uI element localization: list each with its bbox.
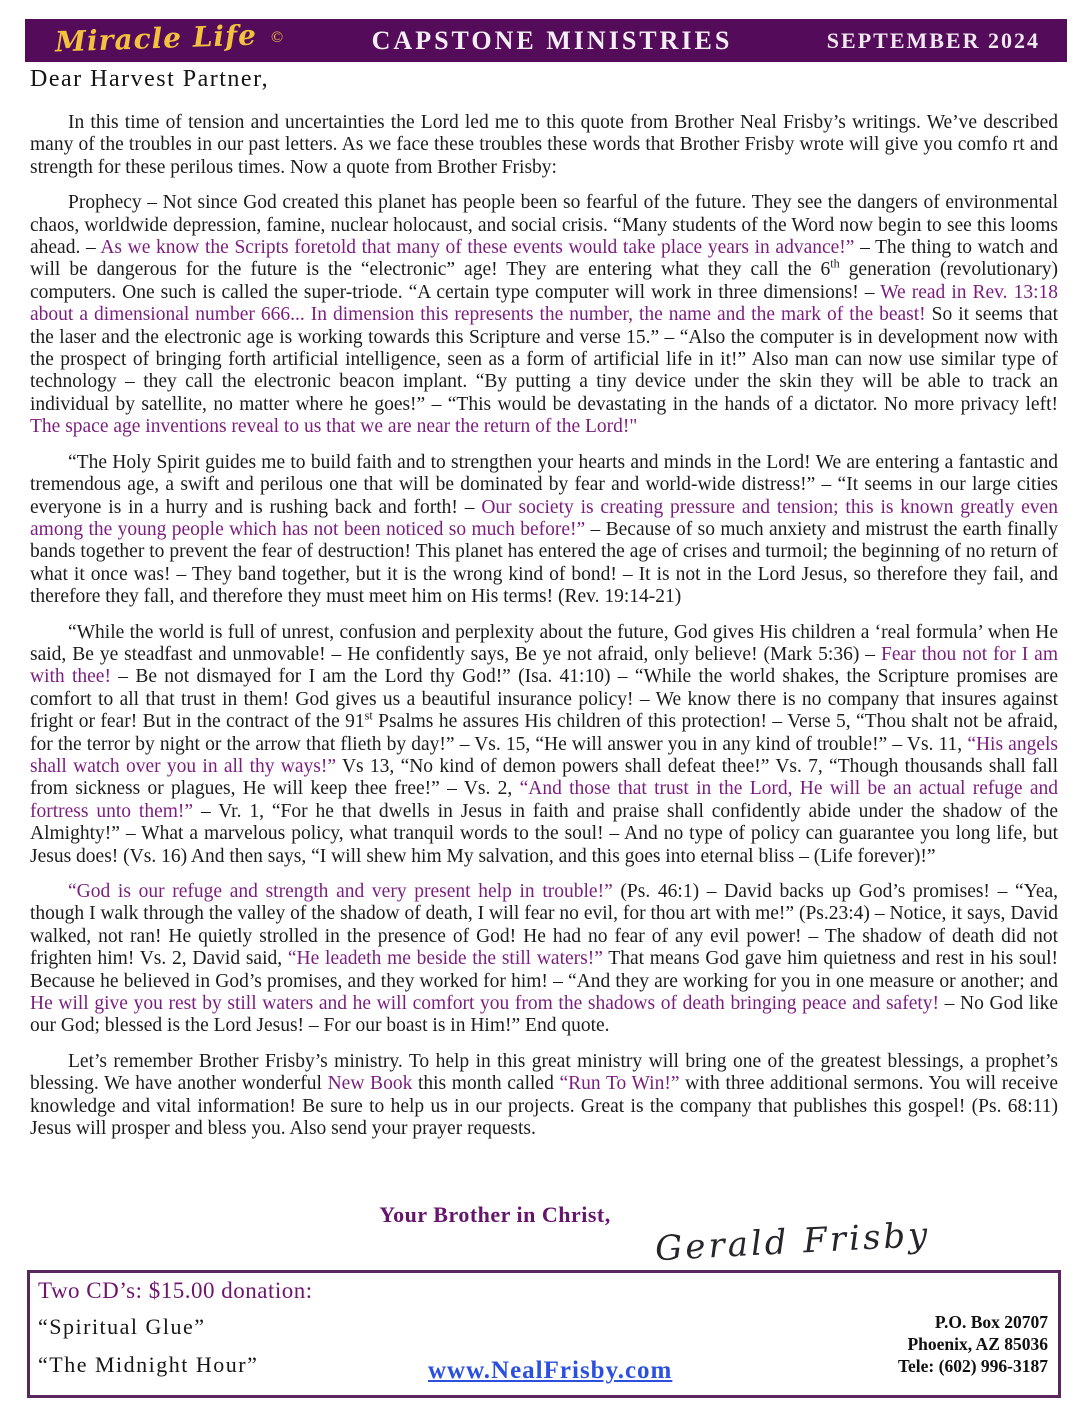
- ministry-logo-text: Miracle Life: [54, 18, 258, 59]
- letter-paragraph: “God is our refuge and strength and very present help in trouble!” (Ps. 46:1) – David backs up God’s promises! – “Yea, though I walk through the valley of the shadow of death, I will fear no evil, for thou art with me!” (Ps.23:4) – Notice, it says, David walked, not ran! He quietly strolled in the presence of God! He had no fear of any evil power! – The shadow of death did not frighten him! Vs. 2, David said, “He leadeth me beside the still waters!” That means God gave him quietness and rest in his soul! Because he believed in God’s promises, and they worked for him! – “And they are working for you in one measure or another; and He will give you rest by still waters and he will comfort you from the shadows of death bringing peace and safety! – No God like our God; blessed is the Lord Jesus! – For our boast is in Him!” End quote.: [30, 881, 1059, 1037]
- closing-line: Your Brother in Christ,: [379, 1202, 611, 1227]
- newsletter-title: CAPSTONE MINISTRIES: [371, 26, 733, 55]
- mailing-address: [898, 1311, 1048, 1377]
- letter-paragraph: Prophecy – Not since God created this planet has people been so fearful of the future. They see the dangers of environmental chaos, worldwide depression, famine, nuclear holocaust, and social crisis. “Many students of the Word now begin to see this looms ahead. – As we know the Scripts foretold that many of these events would take place years in advance!” – The thing to watch and will be dangerous for the future is the “electronic” age! They are entering what they call the 6th generation (revolutionary) computers. One such is called the super-triode. “A certain type computer will work in three dimensions! – We read in Rev. 13:18 about a dimensional number 666... In dimension this represents the number, the name and the mark of the beast! So it seems that the laser and the electronic age is working towards this Scripture and verse 15.” – “Also the computer is in development now with the prospect of bringing forth artificial intelligence, seen as a form of artificial life in it!” Also man can now use similar type of technology – they call the electronic beacon implant. “By putting a tiny device under the skin they will be able to track an individual by satellite, no matter where he goes!” – “This would be devastating in the hands of a dictator. No more privacy left! The space age inventions reveal to us that we are near the return of the Lord!": [30, 192, 1059, 438]
- letter-paragraph: “The Holy Spirit guides me to build faith and to strengthen your hearts and minds in the Lord! We are entering a fantastic and tremendous age, a swift and perilous one that will be dominated by fear and world-wide distress!” – “It seems in our large cities everyone is in a hurry and is rushing back and forth! – Our society is creating pressure and tension; this is known greatly even among the young people which has not been noticed so much before!” – Because of so much anxiety and mistrust the earth finally bands together to prevent the fear of destruction! This planet has entered the age of crises and turmoil; the beginning of no return of what it once was! – They band together, but it is the wrong kind of bond! – It is not in the Lord Jesus, so therefore they fail, and therefore they fall, and therefore they must meet him on His terms! (Rev. 19:14-21): [30, 451, 1058, 608]
- issue-date: SEPTEMBER 2024: [826, 28, 1040, 53]
- cd-title-2: “The Midnight Hour”: [38, 1352, 259, 1377]
- header-bar: [25, 19, 1067, 62]
- cds-offer-title: Two CD’s: $15.00 donation:: [38, 1278, 313, 1303]
- cds-offer-box: [27, 1270, 1061, 1398]
- ministry-logo: [54, 18, 284, 59]
- letter-paragraph: Let’s remember Brother Frisby’s ministry. To help in this great ministry will bring one of the greatest blessings, a prophet’s blessing. We have another wonderful New Book this month called “Run To Win!” with three additional sermons. You will receive knowledge and vital information! Be sure to help us in our projects. Great is the company that publishes this gospel! (Ps. 68:11) Jesus will prosper and bless you. Also send your prayer requests.: [30, 1050, 1059, 1140]
- letter-paragraph: In this time of tension and uncertainties the Lord led me to this quote from Brother Neal Frisby’s writings. We’ve described many of the troubles in our past letters. As we face these troubles these words that Brother Frisby wrote will give you comfo rt and strength for these perilous times. Now a quote from Brother Frisby:: [30, 112, 1058, 178]
- letter-body: [30, 112, 1058, 1153]
- salutation: Dear Harvest Partner,: [30, 66, 270, 92]
- website-link[interactable]: www.NealFrisby.com: [428, 1357, 673, 1384]
- signature: Gerald Frisby: [654, 1214, 932, 1270]
- address-line: Tele: (602) 996-3187: [897, 1356, 1048, 1376]
- address-line: Phoenix, AZ 85036: [907, 1334, 1048, 1354]
- cd-title-1: “Spiritual Glue”: [38, 1314, 206, 1339]
- copyright-icon: ©: [270, 29, 284, 46]
- letter-paragraph: “While the world is full of unrest, confusion and perplexity about the future, God gives His children a ‘real formula’ when He said, Be ye steadfast and unmovable! – He confidently says, Be ye not afraid, only believe! (Mark 5:36) – Fear thou not for I am with thee! – Be not dismayed for I am the Lord thy God!” (Isa. 41:10) – “While the world shakes, the Scripture promises are comfort to all that trust in them! God gives us a beautiful insurance policy! – We know there is no company that insures against fright or fear! But in the contract of the 91st Psalms he assures His children of this protection! – Verse 5, “Thou shalt not be afraid, for the terror by night or the arrow that flieth by day!” – Vs. 15, “He will answer you in any kind of trouble!” – Vs. 11, “His angels shall watch over you in all thy ways!” Vs 13, “No kind of demon powers shall defeat thee!” Vs. 7, “Though thousands shall fall from sickness or plagues, He will keep thee free!” – Vs. 2, “And those that trust in the Lord, He will be an actual refuge and fortress unto them!” – Vr. 1, “For he that dwells in Jesus in faith and praise shall confidently abide under the shadow of the Almighty!” – What a marvelous policy, what tranquil words to the soul! – And no type of policy can guarantee you long life, but Jesus does! (Vs. 16) And then says, “I will shew him My salvation, and this goes into eternal bliss – (Life forever)!”: [30, 621, 1059, 867]
- address-line: P.O. Box 20707: [934, 1312, 1048, 1332]
